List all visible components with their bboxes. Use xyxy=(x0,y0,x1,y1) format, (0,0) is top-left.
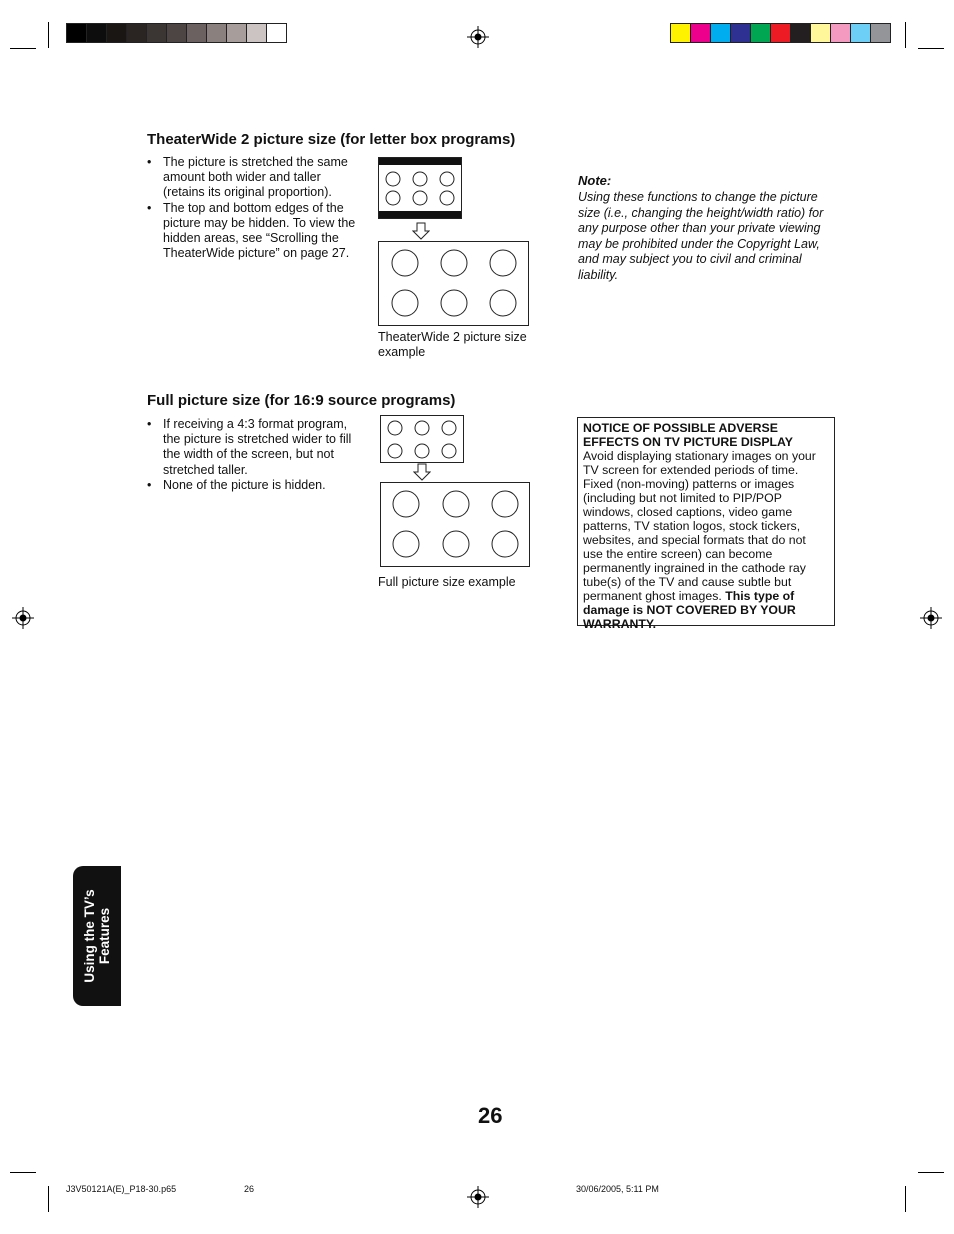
color-swatch xyxy=(147,24,167,42)
color-swatch xyxy=(207,24,227,42)
color-swatch xyxy=(851,24,871,42)
color-swatch xyxy=(87,24,107,42)
color-swatch xyxy=(107,24,127,42)
footer-date: 30/06/2005, 5:11 PM xyxy=(576,1184,659,1194)
theaterwide-heading: TheaterWide 2 picture size (for letter box programs) xyxy=(147,131,516,148)
full-caption: Full picture size example xyxy=(378,575,516,589)
gray-calibration-bar xyxy=(66,23,287,43)
footer-page: 26 xyxy=(244,1184,255,1194)
side-tab-label: Using the TV’s Features xyxy=(82,889,112,983)
full-heading: Full picture size (for 16:9 source programs) xyxy=(147,392,456,409)
color-swatch xyxy=(791,24,811,42)
arrow-down-icon xyxy=(412,222,430,240)
color-swatch xyxy=(871,24,890,42)
theaterwide-bullets xyxy=(147,155,359,261)
color-swatch xyxy=(771,24,791,42)
note-body: Using these functions to change the picture size (i.e., changing the height/width ratio) for any purpose other than your private viewing may be prohibited under the Copyright Law, and may subject you to civil and criminal liability. xyxy=(578,190,824,282)
color-swatch xyxy=(187,24,207,42)
color-swatch xyxy=(167,24,187,42)
list-item: • The top and bottom edges of the picture may be hidden. To view the hidden areas, see “Scrolling the TheaterWide picture” on page 27. xyxy=(147,201,359,262)
four-three-source-screen xyxy=(380,415,464,463)
color-swatch xyxy=(227,24,247,42)
page-number: 26 xyxy=(478,1103,503,1128)
color-swatch xyxy=(67,24,87,42)
notice-box xyxy=(577,417,835,631)
list-item: • None of the picture is hidden. xyxy=(147,478,359,493)
full-result-screen xyxy=(380,482,530,567)
color-swatch xyxy=(247,24,267,42)
notice-body: Avoid displaying stationary images on your TV screen for extended periods of time. Fixed (non-moving) patterns or images (including but not limited to PIP/POP windows, closed captions, video game patterns, TV station logos, stock tickers, websites, and special formats that do not use the entire screen) can become permanently ingrained in the cathode ray tube(s) of the TV and cause subtle but permanent ghost images. xyxy=(583,449,816,603)
letterbox-source-screen xyxy=(378,157,462,219)
theaterwide-result-screen xyxy=(378,241,529,326)
theaterwide-caption: TheaterWide 2 picture size example xyxy=(378,330,527,360)
color-swatch xyxy=(691,24,711,42)
registration-mark-icon xyxy=(920,607,942,629)
footer-filename: J3V50121A(E)_P18-30.p65 xyxy=(66,1184,177,1194)
section-side-tab xyxy=(73,866,121,1006)
color-swatch xyxy=(711,24,731,42)
color-swatch xyxy=(831,24,851,42)
list-item: • If receiving a 4:3 format program, the picture is stretched wider to fill the width of the screen, but not stretched taller. xyxy=(147,417,359,478)
arrow-down-icon xyxy=(413,463,431,481)
registration-mark-icon xyxy=(467,1186,489,1208)
registration-mark-icon xyxy=(12,607,34,629)
notice-warning: This type of damage is NOT COVERED BY YOUR WARRANTY. xyxy=(583,589,796,631)
full-bullets xyxy=(147,417,359,493)
notice-title: NOTICE OF POSSIBLE ADVERSE EFFECTS ON TV PICTURE DISPLAY xyxy=(583,421,793,449)
color-swatch xyxy=(267,24,286,42)
list-item: • The picture is stretched the same amount both wider and taller (retains its original proportion). xyxy=(147,155,359,201)
color-swatch xyxy=(731,24,751,42)
note-title: Note: xyxy=(578,173,612,188)
color-swatch xyxy=(127,24,147,42)
registration-mark-icon xyxy=(467,26,489,48)
color-swatch xyxy=(811,24,831,42)
color-calibration-bar xyxy=(670,23,891,43)
color-swatch xyxy=(671,24,691,42)
color-swatch xyxy=(751,24,771,42)
